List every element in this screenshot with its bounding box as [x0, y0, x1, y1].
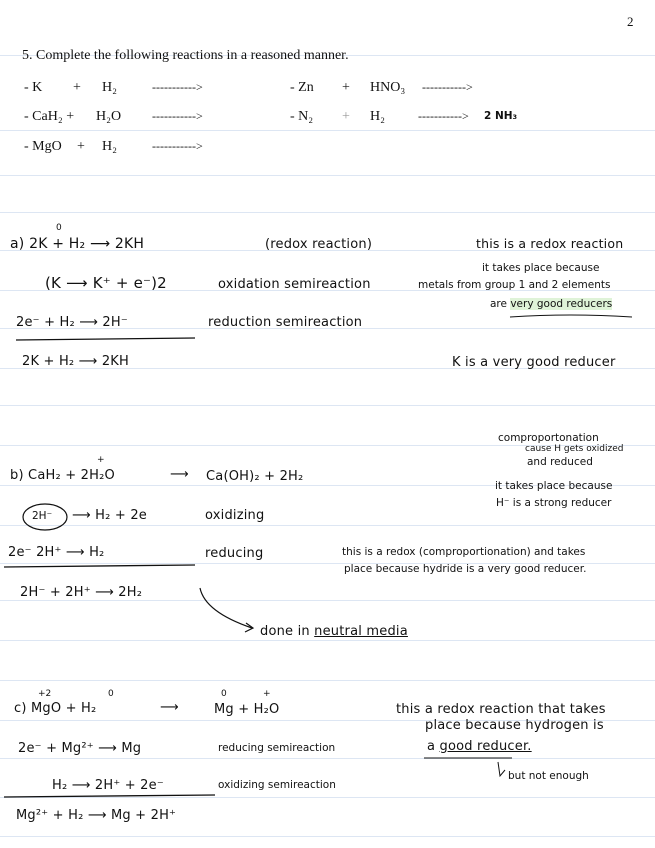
part-c-mark-mgo: +2: [38, 689, 52, 699]
part-c-note1: this a redox reaction that takes: [396, 702, 606, 717]
part-c-arrow: ⟶: [160, 700, 179, 715]
part-b-plus-mark: +: [97, 455, 105, 465]
part-a-note1: this is a redox reaction: [476, 236, 624, 251]
reaction-right-1-a: - N₂: [290, 109, 314, 124]
part-b-red-label: reducing: [205, 546, 264, 561]
part-c-mark-h2o: +: [263, 689, 271, 699]
part-b-side5: H⁻ is a strong reducer: [496, 497, 612, 509]
part-a-reduction-half: 2e⁻ + H₂ ⟶ 2H⁻: [16, 315, 128, 330]
reaction-right-1-op: +: [342, 109, 350, 124]
reaction-right-0-op: +: [342, 80, 350, 95]
reaction-right-1-b: H₂: [370, 109, 385, 124]
reaction-left-0-a: - K: [24, 80, 43, 95]
part-a-reduction-label: reduction semireaction: [208, 315, 363, 330]
part-b-side3: and reduced: [527, 456, 593, 468]
part-c-products: Mg + H₂O: [214, 702, 280, 717]
part-a-oxidation-mark: 0: [56, 223, 62, 233]
page-number: 2: [627, 14, 634, 29]
part-a-oxidation-label: oxidation semireaction: [218, 277, 371, 292]
reaction-left-2-a: - MgO: [24, 139, 62, 154]
part-c-mark-h2: 0: [108, 689, 114, 699]
part-c-note2: place because hydrogen is: [425, 718, 604, 733]
part-b-side4: it takes place because: [495, 480, 613, 492]
reaction-left-1-b: H₂O: [96, 109, 122, 124]
part-b-side2: cause H gets oxidized: [525, 444, 624, 454]
part-b-products: Ca(OH)₂ + 2H₂: [206, 469, 304, 484]
part-c-oxid-half: H₂ ⟶ 2H⁺ + 2e⁻: [52, 778, 164, 793]
reaction-left-1-arrow: ----------->: [152, 109, 203, 123]
question-title: 5. Complete the following reactions in a reasoned manner.: [22, 48, 349, 63]
reaction-left-2-op: +: [77, 139, 85, 154]
reaction-left-0-arrow: ----------->: [152, 80, 203, 94]
part-c-mark-mg: 0: [221, 689, 227, 699]
part-b-mid1: this is a redox (comproportionation) and takes: [342, 546, 586, 558]
part-b-oxid-half: ⟶ H₂ + 2e: [72, 508, 147, 523]
part-b-side1: comproportonation: [498, 432, 599, 444]
part-b-mid2: place because hydride is a very good reducer.: [344, 563, 587, 575]
part-c-total: Mg²⁺ + H₂ ⟶ Mg + 2H⁺: [16, 808, 177, 823]
reaction-left-0-b: H₂: [102, 80, 117, 95]
part-a-note3: metals from group 1 and 2 elements: [418, 279, 611, 291]
part-a-note2: it takes place because: [482, 262, 600, 274]
reaction-right-1-product: 2 NH₃: [484, 110, 518, 122]
reaction-left-0-op: +: [73, 80, 81, 95]
reaction-right-1-arrow: ----------->: [418, 109, 469, 123]
part-c-note4: but not enough: [508, 770, 589, 782]
part-a-note4-prefix: are: [490, 298, 507, 310]
part-b-arrow: ⟶: [170, 467, 189, 482]
part-c-equation: c) MgO + H₂: [14, 701, 97, 716]
part-b-oxid-circle: 2H⁻: [32, 510, 53, 522]
part-a-label: (redox reaction): [265, 237, 373, 252]
part-c-note3-emph: good reducer.: [439, 739, 532, 754]
reaction-left-2-arrow: ----------->: [152, 139, 203, 153]
part-b-oxid-label: oxidizing: [205, 508, 265, 523]
part-a-note4-emph: very good reducers: [510, 298, 613, 310]
part-b-equation: b) CaH₂ + 2H₂O: [10, 468, 115, 483]
part-c-red-label: reducing semireaction: [218, 742, 336, 754]
part-b-done-prefix: done in: [260, 624, 310, 639]
reaction-left-1-a: - CaH₂ +: [24, 109, 75, 124]
part-c-red-half: 2e⁻ + Mg²⁺ ⟶ Mg: [18, 741, 142, 756]
part-a-total: 2K + H₂ ⟶ 2KH: [22, 354, 130, 369]
reaction-right-0-b: HNO₃: [370, 80, 406, 95]
reaction-left-2-b: H₂: [102, 139, 117, 154]
part-a-note5: K is a very good reducer: [452, 355, 616, 370]
part-b-total: 2H⁻ + 2H⁺ ⟶ 2H₂: [20, 585, 143, 600]
part-a-oxidation-half: (K ⟶ K⁺ + e⁻)2: [45, 274, 167, 292]
part-b-done-emph: neutral media: [314, 624, 408, 639]
part-a-note4: [490, 298, 612, 310]
part-b-done: [260, 624, 408, 639]
part-b-red-half: 2e⁻ 2H⁺ ⟶ H₂: [8, 545, 105, 560]
part-c-note3-prefix: a: [427, 739, 436, 754]
reaction-right-0-a: - Zn: [290, 80, 314, 95]
reaction-right-0-arrow: ----------->: [422, 80, 473, 94]
part-a-equation: a) 2K + H₂ ⟶ 2KH: [10, 236, 145, 252]
part-c-note3: [427, 739, 532, 754]
part-c-oxid-label: oxidizing semireaction: [218, 779, 336, 791]
